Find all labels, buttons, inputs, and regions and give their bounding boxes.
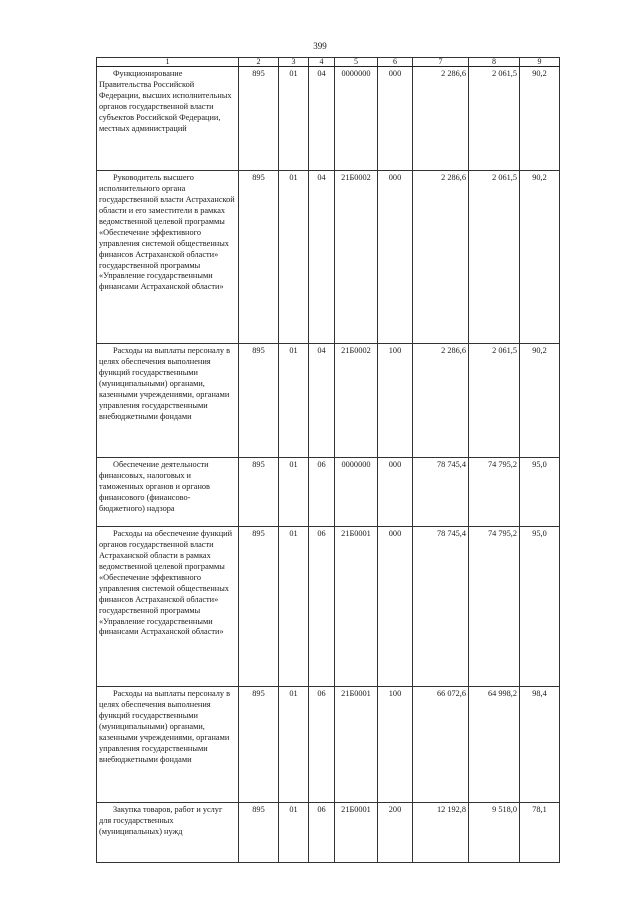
planned-amount-cell: 66 072,6 bbox=[413, 687, 469, 803]
row-name: Функционирование Правительства Российской Федерации, высших исполнительных органов государственной власти субъектов Российской Федерации, местных администраций bbox=[99, 69, 232, 133]
execution-percent-cell: 78,1 bbox=[520, 803, 560, 863]
column-header: 2 bbox=[239, 58, 279, 67]
admin-code-cell: 895 bbox=[239, 687, 279, 803]
row-name-cell bbox=[97, 67, 239, 171]
row-name-cell bbox=[97, 687, 239, 803]
section-code-cell: 01 bbox=[279, 803, 309, 863]
executed-amount-cell: 74 795,2 bbox=[469, 458, 520, 527]
column-header: 1 bbox=[97, 58, 239, 67]
row-name-cell bbox=[97, 458, 239, 527]
section-code-cell: 01 bbox=[279, 344, 309, 458]
section-code-cell: 01 bbox=[279, 67, 309, 171]
admin-code-cell: 895 bbox=[239, 458, 279, 527]
row-name: Закупка товаров, работ и услуг для государственных (муниципальных) нужд bbox=[99, 805, 223, 836]
column-header: 7 bbox=[413, 58, 469, 67]
expense-type-cell: 000 bbox=[378, 527, 413, 687]
target-article-cell: 21Б0001 bbox=[335, 803, 378, 863]
row-name-cell bbox=[97, 171, 239, 344]
target-article-cell: 21Б0001 bbox=[335, 527, 378, 687]
admin-code-cell: 895 bbox=[239, 527, 279, 687]
row-name: Расходы на выплаты персоналу в целях обеспечения выполнения функций государственными (муниципальными) органами, казенными учреждениями, органами управления государственными внебюджетными фондами bbox=[99, 346, 231, 421]
execution-percent-cell: 90,2 bbox=[520, 344, 560, 458]
column-header: 9 bbox=[520, 58, 560, 67]
page-number: 399 bbox=[313, 41, 327, 51]
row-name: Руководитель высшего исполнительного органа государственной власти Астраханской области и его заместители в рамках ведомственной целевой программы «Обеспечение эффективного управления системой общественных финансов Астраханской области» государственной программы «Управление государственными финансами Астраханской области» bbox=[99, 173, 235, 292]
table-row bbox=[97, 344, 560, 458]
column-header: 3 bbox=[279, 58, 309, 67]
execution-percent-cell: 90,2 bbox=[520, 67, 560, 171]
subsection-code-cell: 06 bbox=[309, 527, 335, 687]
expense-type-cell: 100 bbox=[378, 687, 413, 803]
planned-amount-cell: 2 286,6 bbox=[413, 344, 469, 458]
table-row bbox=[97, 687, 560, 803]
execution-percent-cell: 95,0 bbox=[520, 527, 560, 687]
table-row bbox=[97, 527, 560, 687]
subsection-code-cell: 06 bbox=[309, 687, 335, 803]
row-name-cell bbox=[97, 527, 239, 687]
column-header: 8 bbox=[469, 58, 520, 67]
planned-amount-cell: 2 286,6 bbox=[413, 67, 469, 171]
target-article-cell: 0000000 bbox=[335, 67, 378, 171]
target-article-cell: 0000000 bbox=[335, 458, 378, 527]
table-row bbox=[97, 67, 560, 171]
target-article-cell: 21Б0001 bbox=[335, 687, 378, 803]
target-article-cell: 21Б0002 bbox=[335, 171, 378, 344]
executed-amount-cell: 64 998,2 bbox=[469, 687, 520, 803]
executed-amount-cell: 2 061,5 bbox=[469, 67, 520, 171]
row-name-cell bbox=[97, 344, 239, 458]
section-code-cell: 01 bbox=[279, 458, 309, 527]
table-row bbox=[97, 803, 560, 863]
subsection-code-cell: 06 bbox=[309, 458, 335, 527]
row-name: Обеспечение деятельности финансовых, налоговых и таможенных органов и органов финансового (финансово-бюджетного) надзора bbox=[99, 460, 210, 513]
header-row bbox=[97, 58, 560, 67]
table-row bbox=[97, 458, 560, 527]
row-name-cell bbox=[97, 803, 239, 863]
column-header: 6 bbox=[378, 58, 413, 67]
execution-percent-cell: 90,2 bbox=[520, 171, 560, 344]
section-code-cell: 01 bbox=[279, 527, 309, 687]
executed-amount-cell: 74 795,2 bbox=[469, 527, 520, 687]
admin-code-cell: 895 bbox=[239, 344, 279, 458]
admin-code-cell: 895 bbox=[239, 803, 279, 863]
subsection-code-cell: 04 bbox=[309, 171, 335, 344]
expense-type-cell: 000 bbox=[378, 458, 413, 527]
table-row bbox=[97, 171, 560, 344]
column-header: 5 bbox=[335, 58, 378, 67]
expense-type-cell: 100 bbox=[378, 344, 413, 458]
admin-code-cell: 895 bbox=[239, 171, 279, 344]
planned-amount-cell: 78 745,4 bbox=[413, 458, 469, 527]
executed-amount-cell: 2 061,5 bbox=[469, 171, 520, 344]
column-header: 4 bbox=[309, 58, 335, 67]
target-article-cell: 21Б0002 bbox=[335, 344, 378, 458]
executed-amount-cell: 9 518,0 bbox=[469, 803, 520, 863]
subsection-code-cell: 04 bbox=[309, 344, 335, 458]
expense-type-cell: 000 bbox=[378, 171, 413, 344]
row-name: Расходы на обеспечение функций органов государственной власти Астраханской области в рамках ведомственной целевой программы «Обеспечение эффективного управления системой общественных финансов Астраханской области» государственной программы «Управление государственными финансами Астраханской области» bbox=[99, 529, 233, 637]
planned-amount-cell: 78 745,4 bbox=[413, 527, 469, 687]
expense-type-cell: 200 bbox=[378, 803, 413, 863]
section-code-cell: 01 bbox=[279, 687, 309, 803]
admin-code-cell: 895 bbox=[239, 67, 279, 171]
planned-amount-cell: 12 192,8 bbox=[413, 803, 469, 863]
execution-percent-cell: 98,4 bbox=[520, 687, 560, 803]
executed-amount-cell: 2 061,5 bbox=[469, 344, 520, 458]
planned-amount-cell: 2 286,6 bbox=[413, 171, 469, 344]
section-code-cell: 01 bbox=[279, 171, 309, 344]
budget-table bbox=[96, 57, 560, 863]
subsection-code-cell: 06 bbox=[309, 803, 335, 863]
expense-type-cell: 000 bbox=[378, 67, 413, 171]
execution-percent-cell: 95,0 bbox=[520, 458, 560, 527]
row-name: Расходы на выплаты персоналу в целях обеспечения выполнения функций государственными (муниципальными) органами, казенными учреждениями, органами управления государственными внебюджетными фондами bbox=[99, 689, 231, 764]
subsection-code-cell: 04 bbox=[309, 67, 335, 171]
